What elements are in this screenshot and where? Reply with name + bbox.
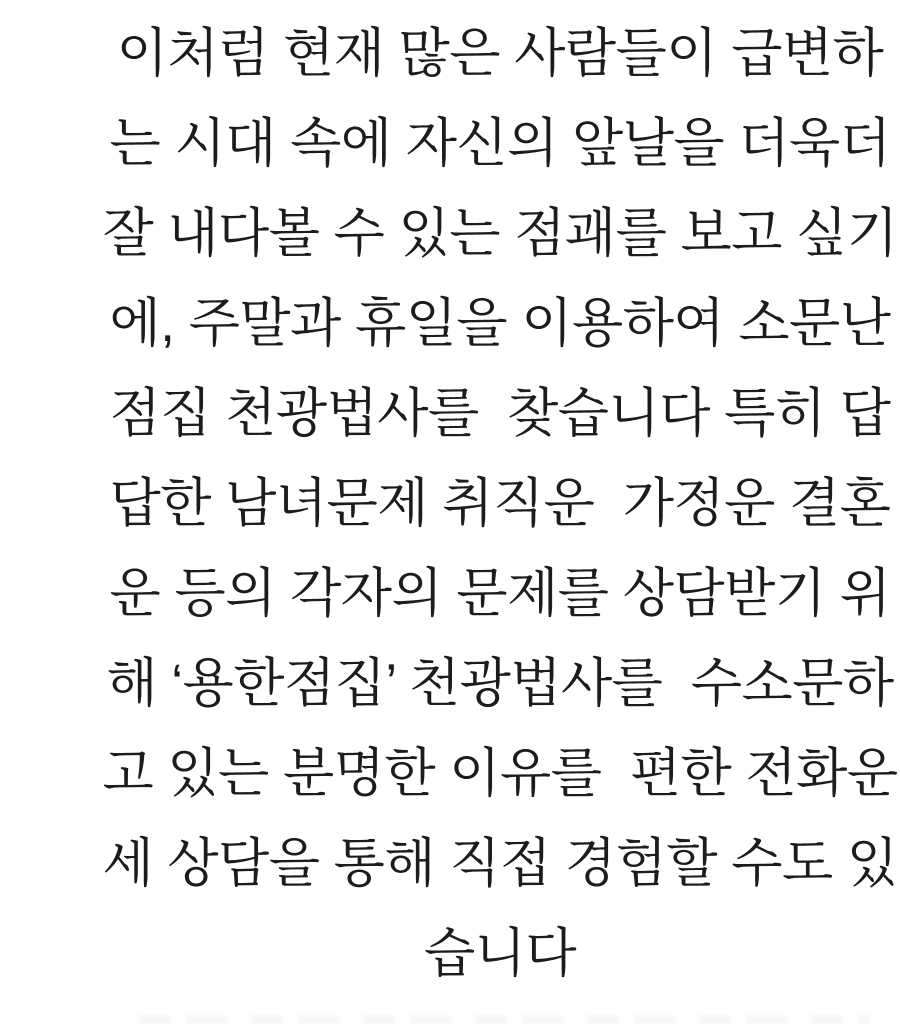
text-line: 는 시대 속에 자신의 앞날을 더욱더 bbox=[109, 114, 891, 173]
text-line: 고 있는 분명한 이유를 편한 전화운 bbox=[102, 744, 898, 803]
text-line: 이처럼 현재 많은 사람들이 급변하 bbox=[116, 24, 884, 83]
article-text-block bbox=[0, 9, 900, 999]
text-line: 해 ‘용한점집’ 천광법사를 수소문하 bbox=[106, 654, 894, 713]
text-line: 운 등의 각자의 문제를 상담받기 위 bbox=[109, 564, 891, 623]
text-line: 에, 주말과 휴일을 이용하여 소문난 bbox=[109, 294, 891, 353]
text-line: 답한 남녀문제 취직운 가정운 결혼 bbox=[109, 474, 891, 533]
text-line: 세 상담을 통해 직접 경험할 수도 있 bbox=[102, 834, 898, 893]
text-line: 잘 내다볼 수 있는 점괘를 보고 싶기 bbox=[102, 204, 898, 263]
text-line-last: 습니다 bbox=[423, 924, 577, 983]
cutoff-next-line-remnant bbox=[140, 1015, 870, 1024]
text-line: 점집 천광법사를 찾습니다 특히 답 bbox=[109, 384, 891, 443]
